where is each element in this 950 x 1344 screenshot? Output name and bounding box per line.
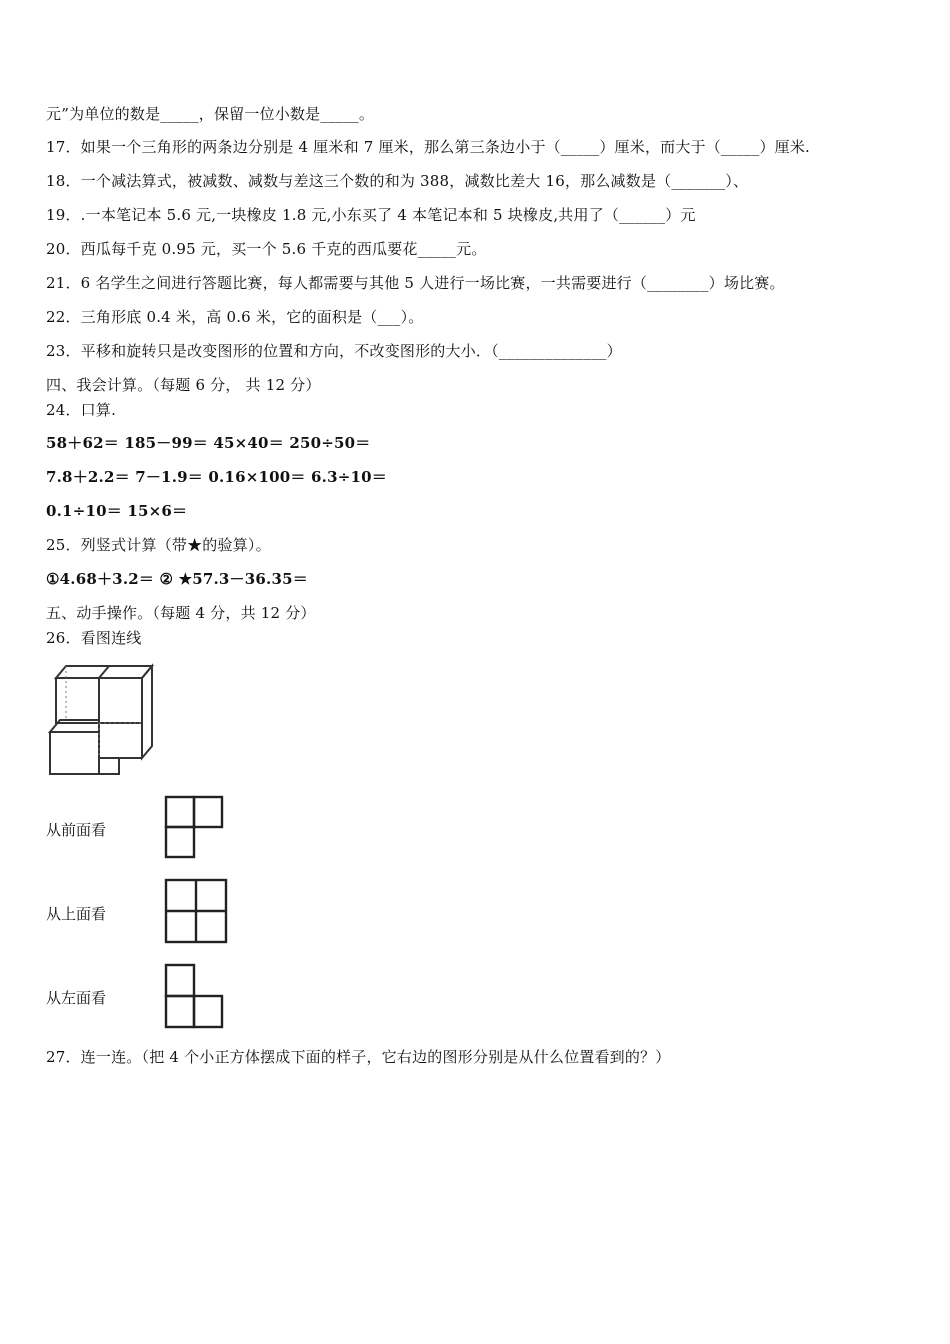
question-26: 26．看图连线 [46, 629, 142, 647]
section-4-heading: 四、我会计算。（每题 6 分， 共 12 分） [46, 376, 321, 394]
view-label-front: 从前面看 [46, 821, 107, 839]
mental-calc-row-2: 7.8＋2.2＝ 7－1.9＝ 0.16×100＝ 6.3÷10＝ [46, 468, 387, 486]
left-view-figure [162, 961, 228, 1031]
view-label-top: 从上面看 [46, 905, 107, 923]
question-21: 21．6 名学生之间进行答题比赛，每人都需要与其他 5 人进行一场比赛，一共需要进行（________）场比赛。 [46, 274, 785, 292]
question-25: 25．列竖式计算（带★的验算）。 [46, 536, 271, 554]
question-17: 17．如果一个三角形的两条边分别是 4 厘米和 7 厘米，那么第三条边小于（_____）厘米，而大于（_____）厘米. [46, 138, 811, 156]
cube-stack-figure [44, 658, 162, 778]
question-27: 27．连一连。（把 4 个小正方体摆成下面的样子，它右边的图形分别是从什么位置看到的？） [46, 1048, 671, 1066]
question-24: 24．口算. [46, 401, 117, 419]
question-20: 20．西瓜每千克 0.95 元，买一个 5.6 千克的西瓜要花_____元。 [46, 240, 487, 258]
question-18: 18．一个减法算式，被减数、减数与差这三个数的和为 388，减数比差大 16，那么减数是（_______）、 [46, 172, 749, 190]
question-23: 23．平移和旋转只是改变图形的位置和方向，不改变图形的大小．（______________） [46, 342, 622, 360]
question-19: 19．.一本笔记本 5.6 元,一块橡皮 1.8 元,小东买了 4 本笔记本和 5 块橡皮,共用了（______）元 [46, 206, 696, 224]
vertical-calc-items: ①4.68＋3.2＝ ② ★57.3－36.35＝ [46, 570, 308, 588]
mental-calc-row-1: 58＋62＝ 185－99＝ 45×40＝ 250÷50＝ [46, 434, 371, 452]
front-view-figure [162, 793, 226, 861]
section-5-heading: 五、动手操作。（每题 4 分，共 12 分） [46, 604, 316, 622]
text-line-continuation: 元”为单位的数是_____，保留一位小数是_____。 [46, 105, 375, 123]
top-view-figure [162, 876, 230, 946]
question-22: 22．三角形底 0.4 米，高 0.6 米，它的面积是（___）。 [46, 308, 424, 326]
mental-calc-row-3: 0.1÷10＝ 15×6＝ [46, 502, 188, 520]
view-label-left: 从左面看 [46, 989, 107, 1007]
